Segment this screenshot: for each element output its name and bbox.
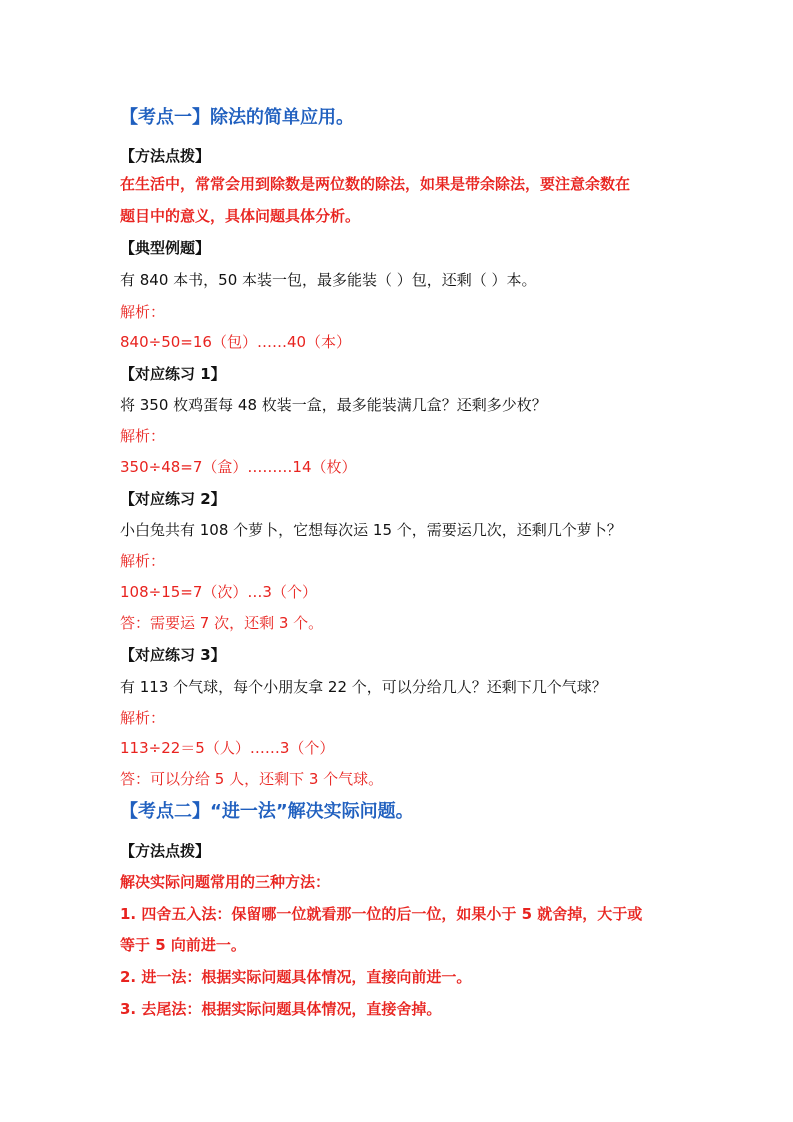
section2-intro: 解决实际问题常用的三种方法： — [120, 873, 331, 891]
practice1-label: 【对应练习 1】 — [120, 365, 226, 383]
practice2-answer: 108÷15=7（次）…3（个） — [120, 583, 317, 601]
example-question: 有 840 本书，50 本装一包，最多能装（ ）包，还剩（ ）本。 — [120, 271, 537, 289]
section1-method-label: 【方法点拨】 — [120, 147, 211, 165]
section2-title: 【考点二】“进一法”解决实际问题。 — [120, 801, 414, 822]
practice3-analysis-label: 解析： — [120, 709, 166, 727]
section1-method-line-1: 在生活中，常常会用到除数是两位数的除法，如果是带余除法，要注意余数在 — [120, 175, 631, 193]
section1-title: 【考点一】除法的简单应用。 — [120, 107, 354, 128]
section2-method-label: 【方法点拨】 — [120, 842, 211, 860]
practice1-analysis-label: 解析： — [120, 427, 166, 445]
section2-item2: 2. 进一法：根据实际问题具体情况，直接向前进一。 — [120, 968, 472, 986]
practice2-final: 答：需要运 7 次，还剩 3 个。 — [120, 614, 324, 632]
example-analysis-label: 解析： — [120, 303, 166, 321]
practice2-question: 小白兔共有 108 个萝卜，它想每次运 15 个，需要运几次，还剩几个萝卜？ — [120, 521, 622, 539]
practice1-question: 将 350 枚鸡蛋每 48 枚装一盒，最多能装满几盒？还剩多少枚？ — [120, 396, 547, 414]
section2-item3: 3. 去尾法：根据实际问题具体情况，直接舍掉。 — [120, 1000, 442, 1018]
example-answer: 840÷50=16（包）……40（本） — [120, 333, 352, 351]
practice3-label: 【对应练习 3】 — [120, 646, 226, 664]
practice3-answer: 113÷22＝5（人）……3（个） — [120, 739, 335, 757]
practice1-answer: 350÷48=7（盒）………14（枚） — [120, 458, 357, 476]
practice3-question: 有 113 个气球，每个小朋友拿 22 个，可以分给几人？还剩下几个气球？ — [120, 678, 607, 696]
example-label: 【典型例题】 — [120, 239, 211, 257]
section2-item1-line-1: 1. 四舍五入法：保留哪一位就看那一位的后一位，如果小于 5 就舍掉，大于或 — [120, 905, 643, 923]
practice2-label: 【对应练习 2】 — [120, 490, 226, 508]
section1-method-line-2: 题目中的意义，具体问题具体分析。 — [120, 207, 361, 225]
practice2-analysis-label: 解析： — [120, 552, 166, 570]
practice3-final: 答：可以分给 5 人，还剩下 3 个气球。 — [120, 770, 384, 788]
section2-item1-line-2: 等于 5 向前进一。 — [120, 936, 246, 954]
